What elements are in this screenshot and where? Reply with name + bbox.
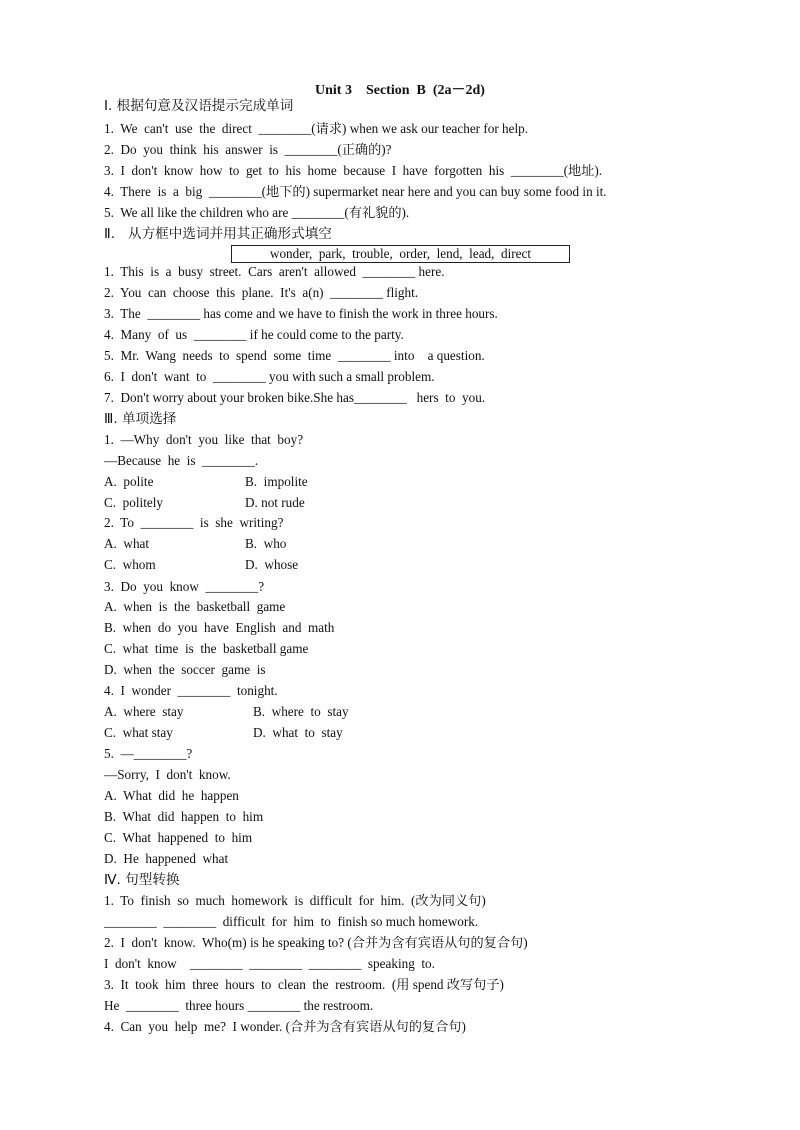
word-box: wonder, park, trouble, order, lend, lead, direct — [231, 245, 570, 263]
exercise-line: 5. Mr. Wang needs to spend some time ________ into a question. — [104, 348, 485, 363]
question-stem: 1. —Why don't you like that boy? — [104, 432, 304, 447]
option-d: D. not rude — [245, 495, 305, 510]
option-d: D. He happened what — [104, 851, 229, 866]
question-stem: —Because he is ________. — [104, 453, 259, 468]
option-c: C. what time is the basketball game — [104, 641, 309, 656]
question-stem: 2. To ________ is she writing? — [104, 515, 284, 530]
exercise-line: 5. We all like the children who are ________(有礼貌的). — [104, 205, 410, 220]
option-b: B. when do you have English and math — [104, 620, 335, 635]
exercise-line: 3. It took him three hours to clean the restroom. (用 spend 改写句子) — [104, 977, 504, 992]
option-a: A. polite — [104, 474, 154, 489]
exercise-line: 1. To finish so much homework is difficult for him. (改为同义句) — [104, 893, 486, 908]
option-c: C. politely — [104, 495, 163, 510]
exercise-line: He ________ three hours ________ the restroom. — [104, 998, 374, 1013]
exercise-line: 7. Don't worry about your broken bike.She has________ hers to you. — [104, 390, 486, 405]
option-d: D. when the soccer game is — [104, 662, 266, 677]
option-c: C. whom — [104, 557, 156, 572]
exercise-line: 4. Many of us ________ if he could come to the party. — [104, 327, 404, 342]
exercise-line: I don't know ________ ________ ________ speaking to. — [104, 956, 435, 971]
option-b: B. where to stay — [253, 704, 349, 719]
option-a: A. when is the basketball game — [104, 599, 286, 614]
question-stem: —Sorry, I don't know. — [104, 767, 231, 782]
exercise-line: 2. I don't know. Who(m) is he speaking to? (合并为含有宾语从句的复合句) — [104, 935, 528, 950]
section-2-heading: Ⅱ. 从方框中选词并用其正确形式填空 — [104, 226, 332, 242]
option-a: A. what — [104, 536, 150, 551]
section-3-heading: Ⅲ. 单项选择 — [104, 411, 177, 427]
option-c: C. what stay — [104, 725, 173, 740]
option-b: B. impolite — [245, 474, 308, 489]
exercise-line: 3. The ________ has come and we have to finish the work in three hours. — [104, 306, 498, 321]
exercise-line: 4. Can you help me? I wonder. (合并为含有宾语从句的复合句) — [104, 1019, 466, 1034]
exercise-line: 6. I don't want to ________ you with such a small problem. — [104, 369, 435, 384]
option-b: B. What did happen to him — [104, 809, 264, 824]
option-a: A. where stay — [104, 704, 184, 719]
question-stem: 3. Do you know ________? — [104, 579, 265, 594]
question-stem: 4. I wonder ________ tonight. — [104, 683, 278, 698]
section-4-heading: Ⅳ. 句型转换 — [104, 872, 180, 888]
option-a: A. What did he happen — [104, 788, 239, 803]
question-stem: 5. —________? — [104, 746, 193, 761]
exercise-line: 1. This is a busy street. Cars aren't allowed ________ here. — [104, 264, 445, 279]
page-title: Unit 3 Section B (2a－2d) — [315, 83, 485, 98]
option-d: D. what to stay — [253, 725, 343, 740]
exercise-line: 2. Do you think his answer is ________(正确的)? — [104, 142, 392, 157]
option-c: C. What happened to him — [104, 830, 253, 845]
option-d: D. whose — [245, 557, 299, 572]
exercise-line: 2. You can choose this plane. It's a(n) ________ flight. — [104, 285, 419, 300]
exercise-line: 1. We can't use the direct ________(请求) when we ask our teacher for help. — [104, 121, 529, 136]
option-b: B. who — [245, 536, 287, 551]
section-1-heading: Ⅰ. 根据句意及汉语提示完成单词 — [104, 98, 294, 114]
exercise-line: 3. I don't know how to get to his home because I have forgotten his ________(地址). — [104, 163, 603, 178]
exercise-line: 4. There is a big ________(地下的) supermarket near here and you can buy some food in it. — [104, 184, 607, 199]
exercise-line: ________ ________ difficult for him to finish so much homework. — [104, 914, 479, 929]
